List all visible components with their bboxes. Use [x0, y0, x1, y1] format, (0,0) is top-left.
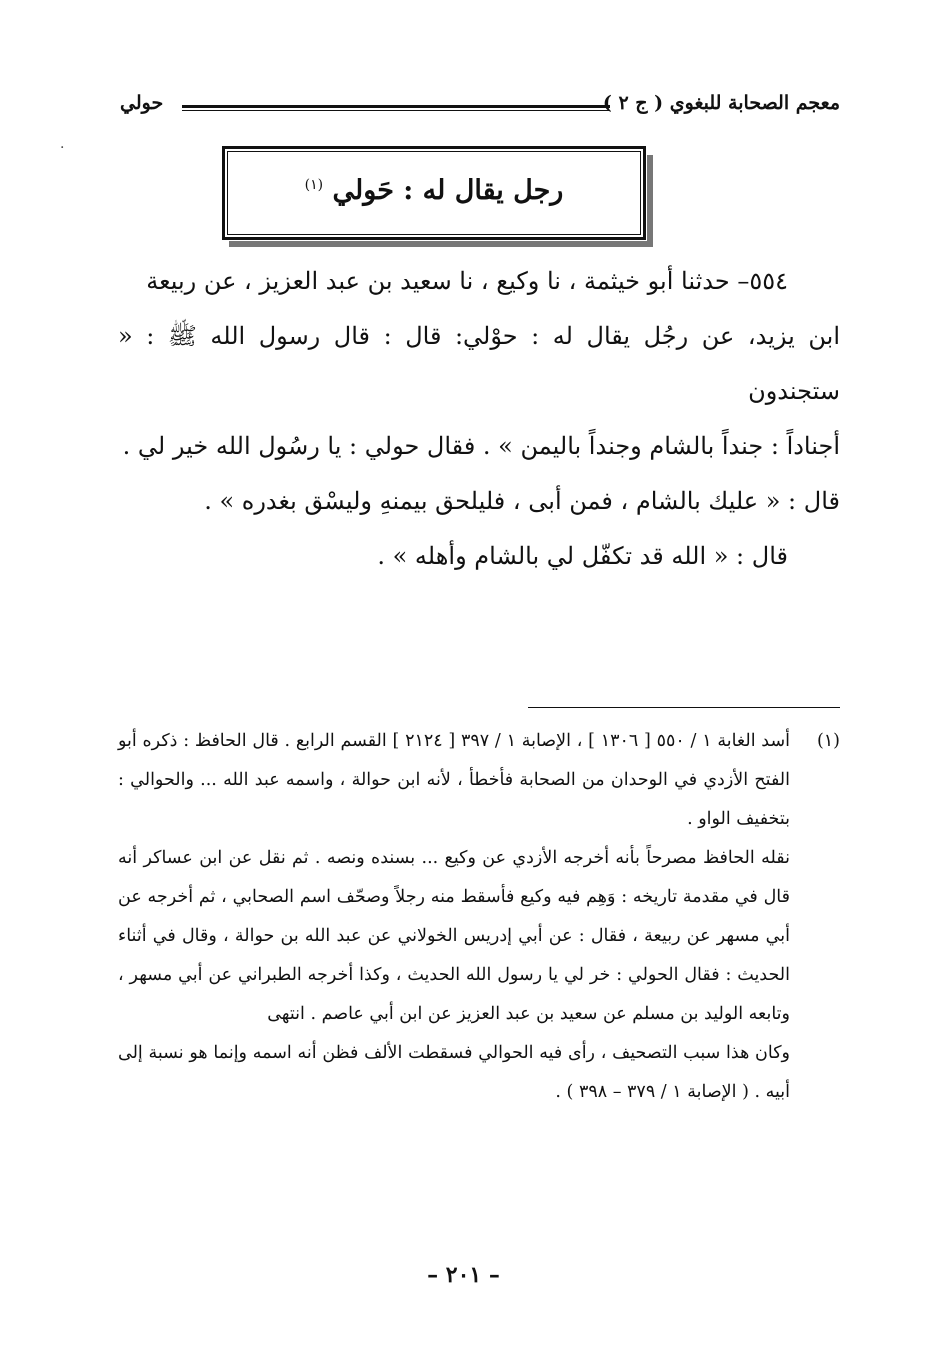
body-line: ابن يزيد، عن رجُل يقال له : حوْلي: قال : قال رسول الله ﷺ : « ستجندون	[118, 322, 840, 405]
footnote-body	[118, 722, 790, 1112]
footnote-number: (١)	[816, 731, 840, 751]
hadith-body	[118, 254, 840, 584]
entry-title-text: رجل يقال له : حَولي	[332, 175, 564, 206]
header-rule	[182, 105, 610, 111]
running-header	[120, 92, 840, 122]
footnotes	[118, 722, 840, 1112]
entry-title-box	[222, 146, 646, 240]
footnote-separator	[528, 707, 840, 708]
title-footnote-ref: (١)	[304, 177, 324, 193]
body-line: أجناداً : جنداً بالشام وجنداً باليمن » . فقال حولي : يا رسُول الله خير لي .	[122, 432, 840, 460]
footnote-paragraph: وكان هذا سبب التصحيف ، رأى فيه الحوالي فسقطت الألف فظن أنه اسمه وإنما هو نسبة إلى أبيه . ( الإصابة ١ / ٣٧٩ – ٣٩٨ ) .	[118, 1043, 790, 1102]
page-number: – ٢٠١ –	[427, 1262, 500, 1288]
body-line: قال : « عليك بالشام ، فمن أبى ، فليلحق بيمنهِ وليسْق بغدره » .	[204, 487, 840, 515]
scan-mark: ·	[60, 140, 65, 156]
body-line: قال : « الله قد تكفّل لي بالشام وأهله » .	[377, 542, 788, 570]
body-line: ٥٥٤– حدثنا أبو خيثمة ، نا وكيع ، نا سعيد بن عبد العزيز ، عن ربيعة	[146, 267, 788, 295]
running-header-book-title: معجم الصحابة للبغوي ( ج ٢ )	[602, 92, 840, 114]
entry-title	[225, 175, 643, 206]
footnote-paragraph: أسد الغابة ١ / ٥٥٠ [ ١٣٠٦ ] ، الإصابة ١ / ٣٩٧ [ ٢١٢٤ ] القسم الرابع . قال الحافظ : ذكره أبو الفتح الأزدي في الوحدان من الصحابة فأخطأ ، لأنه ابن حوالة ، واسمه عبد الله ... والحوالي : بتخفيف الواو .	[118, 731, 791, 829]
footnote-paragraph: نقله الحافظ مصرحاً بأنه أخرجه الأزدي عن وكيع ... بسنده ونصه . ثم نقل عن ابن عساكر أنه قال في مقدمة تاريخه : وَهِم فيه وكيع فأسقط منه رجلاً وصحّف اسم الصحابي ، ثم أخرجه عن أبي مسهر عن ربيعة ، فقال : عن أبي إدريس الخولاني عن عبد الله بن حوالة ، وقال في أثناء الحديث : فقال الحولي : خر لي يا رسول الله الحديث ، وكذا أخرجه الطبراني عن أبي مسهر ، وتابعه الوليد بن مسلم عن سعيد بن عبد العزيز عن ابن أبي عاصم . انتهى	[118, 848, 790, 1024]
running-header-entry-name: حولي	[120, 92, 164, 114]
